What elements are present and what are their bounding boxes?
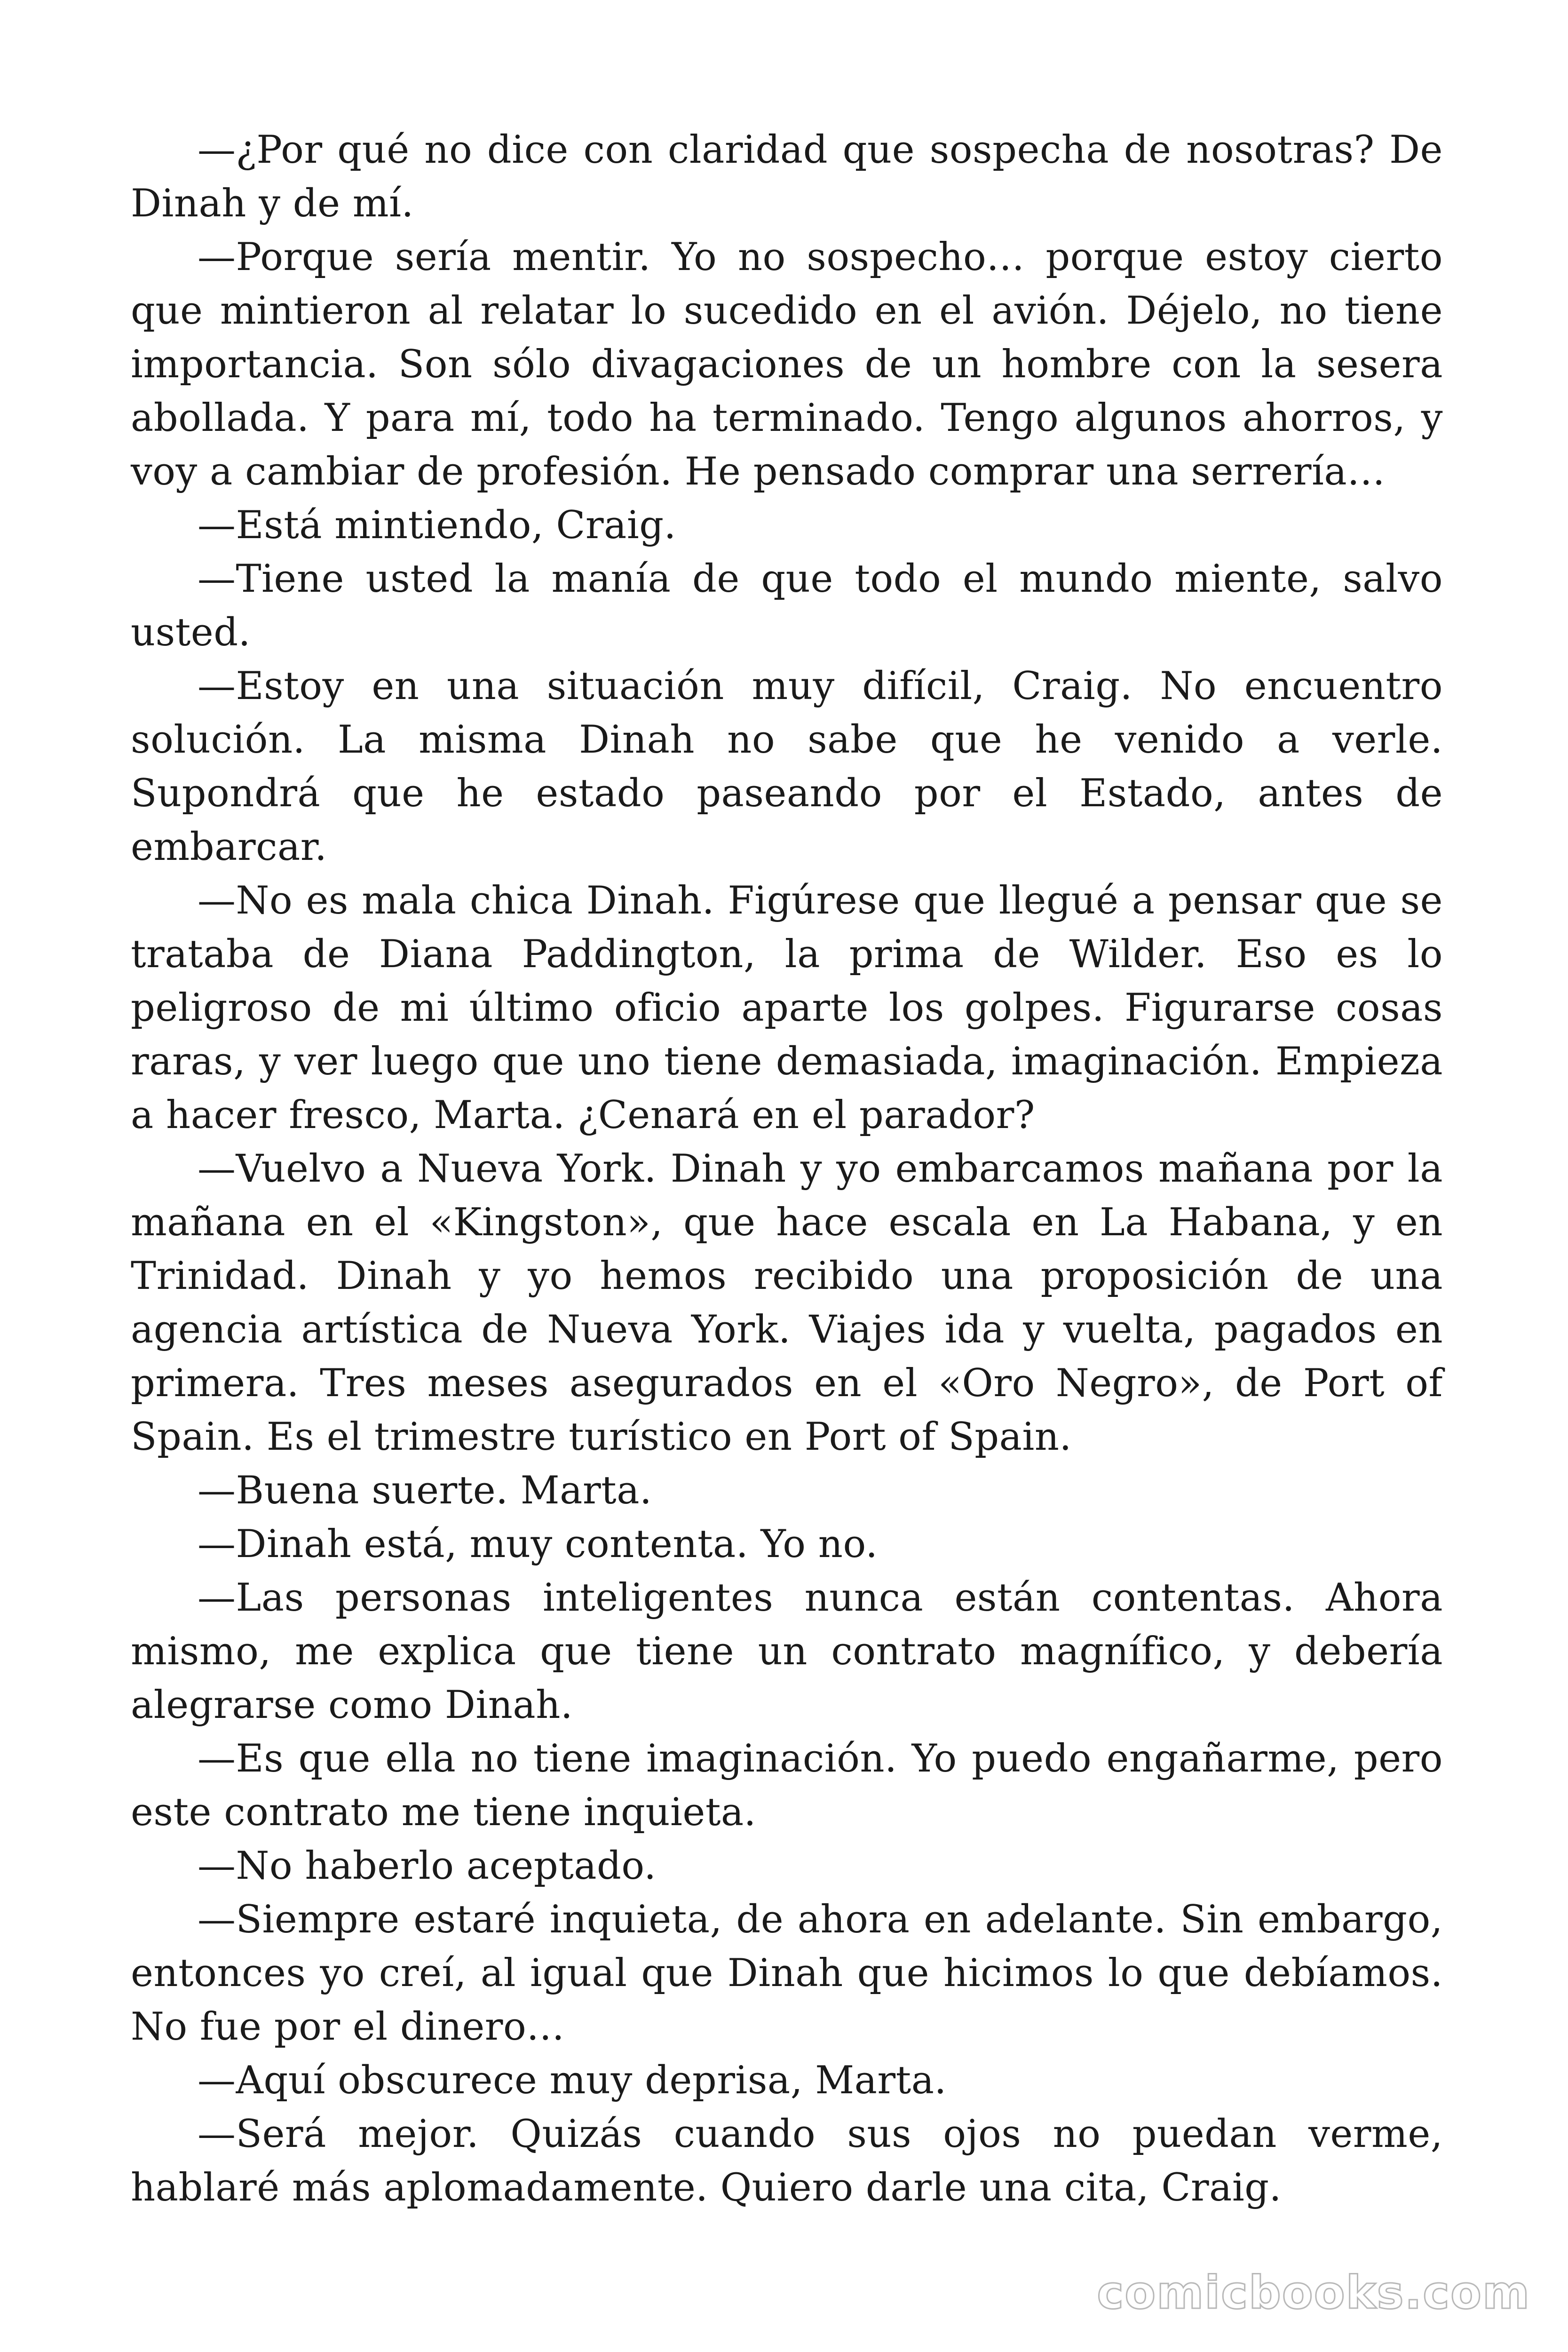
watermark: comicbooks.com [1097,2266,1530,2319]
paragraph: —Las personas inteligentes nunca están contentas. Ahora mismo, me explica que tiene un contrato magnífico, y debería alegrarse como Dinah. [131,1576,1443,1727]
paragraph: —Será mejor. Quizás cuando sus ojos no puedan verme, hablaré más aplomadamente. Quiero darle una cita, Craig. [131,2112,1443,2210]
paragraph: —¿Por qué no dice con claridad que sospecha de nosotras? De Dinah y de mí. [131,128,1443,226]
page-body [131,123,1443,2215]
paragraph: —Buena suerte. Marta. [198,1469,652,1513]
paragraph: —Tiene usted la manía de que todo el mundo miente, salvo usted. [131,557,1443,655]
paragraph: —Está mintiendo, Craig. [198,503,676,548]
paragraph: —No haberlo aceptado. [198,1844,657,1888]
paragraph: —Es que ella no tiene imaginación. Yo puedo engañarme, pero este contrato me tiene inquieta. [131,1737,1443,1835]
paragraph: —No es mala chica Dinah. Figúrese que llegué a pensar que se trataba de Diana Paddington, la prima de Wilder. Eso es lo peligroso de mi último oficio aparte los golpes. Figurarse cosas raras, y ver luego que uno tiene demasiada, imaginación. Empieza a hacer fresco, Marta. ¿Cenará en el parador? [131,879,1443,1137]
paragraph: —Estoy en una situación muy difícil, Craig. No encuentro solución. La misma Dinah no sabe que he venido a verle. Supondrá que he estado paseando por el Estado, antes de embarcar. [131,664,1443,869]
paragraph: —Aquí obscurece muy deprisa, Marta. [198,2058,947,2103]
paragraph: —Vuelvo a Nueva York. Dinah y yo embarcamos mañana por la mañana en el «Kingston», que hace escala en La Habana, y en Trinidad. Dinah y yo hemos recibido una proposición de una agencia artística de Nueva York. Viajes ida y vuelta, pagados en primera. Tres meses asegurados en el «Oro Negro», de Port of Spain. Es el trimestre turístico en Port of Spain. [131,1147,1443,1459]
paragraph: —Dinah está, muy contenta. Yo no. [198,1522,878,1566]
paragraph: —Porque sería mentir. Yo no sospecho… porque estoy cierto que mintieron al relatar lo sucedido en el avión. Déjelo, no tiene importancia. Son sólo divagaciones de un hombre con la sesera abollada. Y para mí, todo ha terminado. Tengo algunos ahorros, y voy a cambiar de profesión. He pensado comprar una serrería… [131,235,1443,494]
paragraph: —Siempre estaré inquieta, de ahora en adelante. Sin embargo, entonces yo creí, al igual que Dinah que hicimos lo que debíamos. No fue por el dinero… [131,1898,1443,2049]
